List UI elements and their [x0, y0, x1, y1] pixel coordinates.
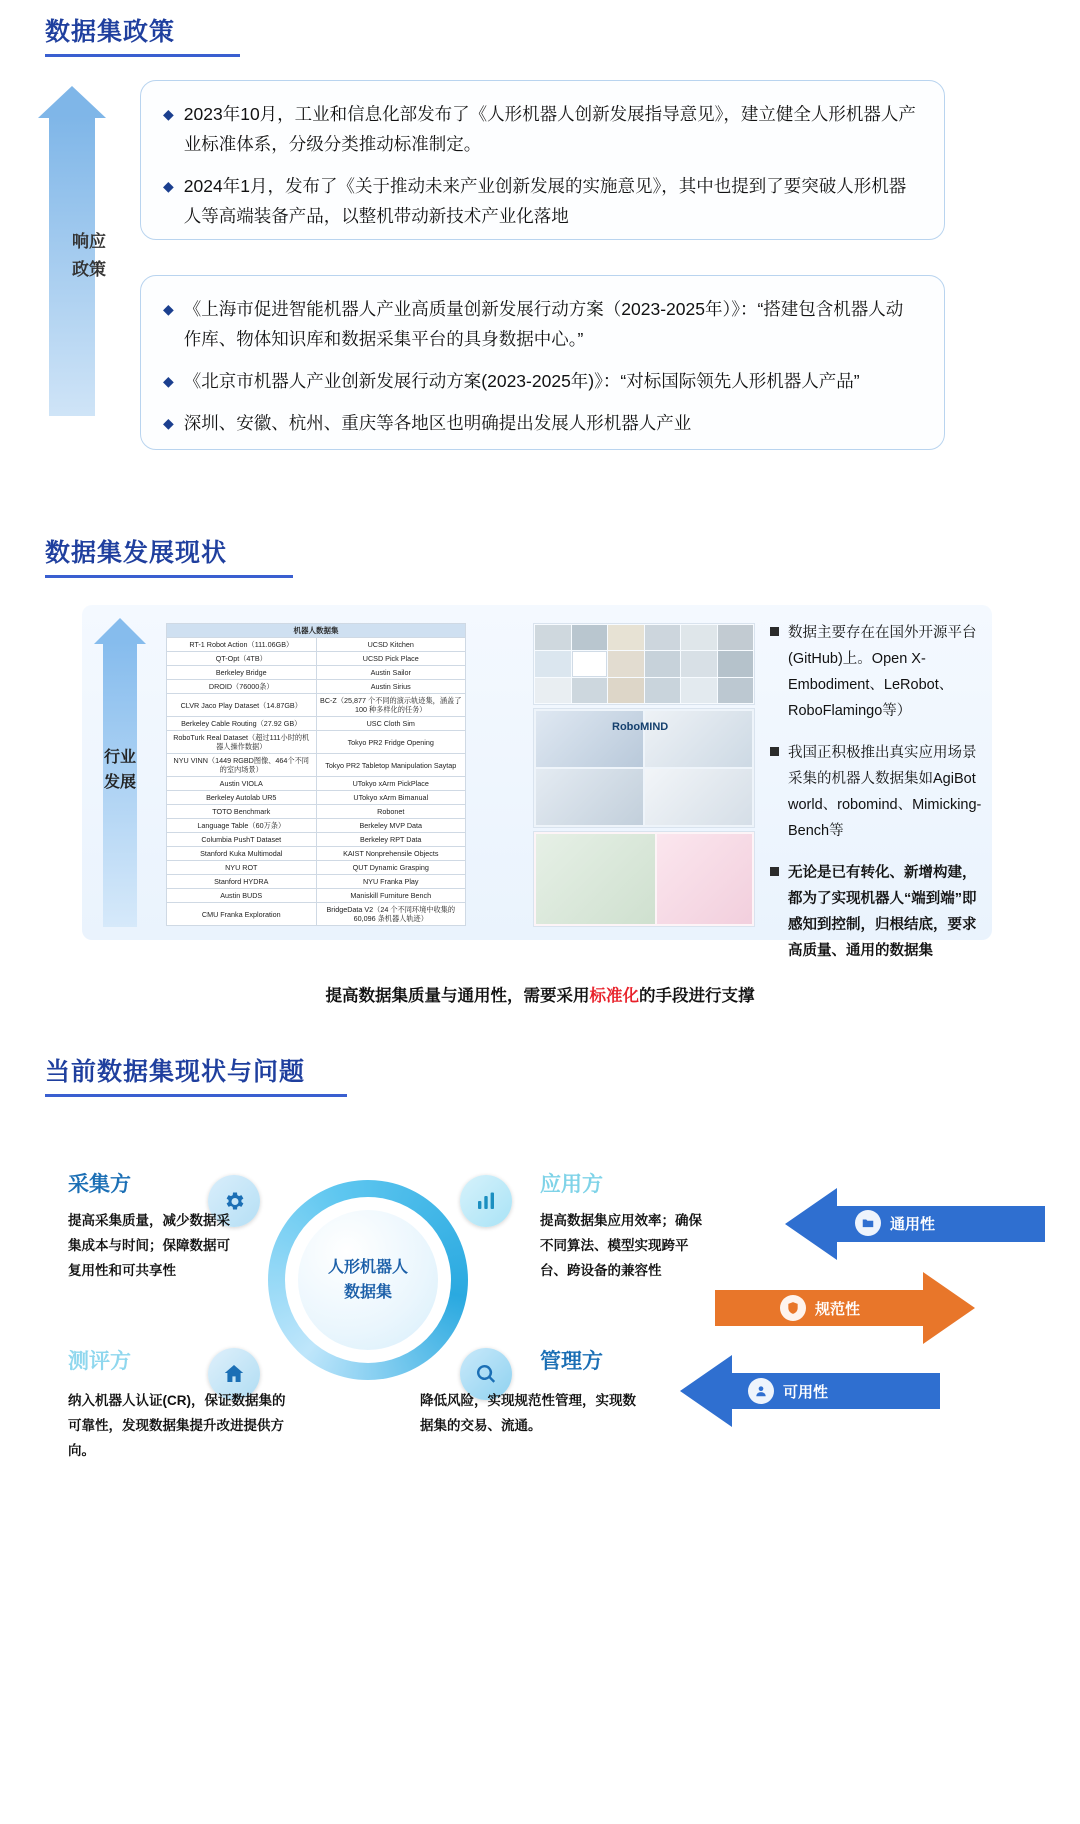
- table-row: Berkeley Bridge Austin Sailor: [167, 666, 466, 680]
- folder-icon: [861, 1216, 875, 1230]
- policy-card-national: [140, 80, 945, 240]
- list-item: [163, 366, 918, 396]
- list-item: [163, 294, 918, 354]
- table-row: NYU ROT QUT Dynamic Grasping: [167, 861, 466, 875]
- table-row: QT-Opt（4TB） UCSD Pick Place: [167, 652, 466, 666]
- role-title-management: 管理方: [540, 1350, 603, 1373]
- role-desc-evaluation: 纳入机器人认证(CR)，保证数据集的可靠性，发现数据集提升改进提供方向。: [68, 1393, 286, 1458]
- dataset-image-robomind: [533, 708, 755, 828]
- list-item: [163, 171, 918, 231]
- user-icon: [754, 1384, 768, 1398]
- node-application-icon-circle[interactable]: [460, 1175, 512, 1227]
- table-row: TOTO Benchmark Robonet: [167, 805, 466, 819]
- table-row: RoboTurk Real Dataset（超过111小时的机器人操作数据） Tokyo PR2 Fridge Opening: [167, 731, 466, 754]
- policy-arrow-label-line1: 响应: [72, 232, 106, 251]
- section-title-policy: [45, 12, 175, 48]
- folder-icon-circle: [855, 1210, 881, 1236]
- search-icon: [474, 1362, 498, 1386]
- policy-item-text: 《上海市促进智能机器人产业高质量创新发展行动方案（2023-2025年）》：“搭建包含机器人动作库、物体知识库和数据采集平台的具身数据中心。”: [183, 299, 904, 349]
- table-row: Columbia PushT Dataset Berkeley RPT Data: [167, 833, 466, 847]
- table-header-row: [167, 624, 466, 638]
- status-caption: [0, 982, 1080, 1006]
- table-row: NYU VINN（1449 RGBD图像、464个不同的室内场景） Tokyo PR2 Tabletop Manipulation Saytap: [167, 754, 466, 777]
- policy-item-text: 《北京市机器人产业创新发展行动方案(2023-2025年)》：“对标国际领先人形机器人产品”: [183, 371, 860, 391]
- role-title-collector: 采集方: [68, 1173, 131, 1196]
- list-item: [163, 99, 918, 159]
- diamond-bullet-icon: ◆: [163, 415, 174, 431]
- industry-arrow-label-line2: 发展: [103, 774, 136, 791]
- industry-arrow-head: [94, 618, 146, 644]
- table-row: Berkeley Autolab UR5 UTokyo xArm Bimanual: [167, 791, 466, 805]
- status-right-points: [770, 620, 988, 980]
- diamond-bullet-icon: ◆: [163, 106, 174, 122]
- diamond-bullet-icon: ◆: [163, 301, 174, 317]
- table-row: CLVR Jaco Play Dataset（14.87GB） BC-Z（25,877 个不同的演示轨迹集，涵盖了100 种多样化的任务）: [167, 694, 466, 717]
- section-title-status-text: 数据集发展现状: [45, 539, 228, 567]
- arrow-normalization-text: 规范性: [815, 1300, 861, 1318]
- role-desc-application: 提高数据集应用效率；确保不同算法、模型实现跨平台、跨设备的兼容性: [540, 1213, 702, 1278]
- table-row: Berkeley Cable Routing（27.92 GB） USC Cloth Sim: [167, 717, 466, 731]
- section-title-status: [45, 533, 227, 569]
- table-row: Austin VIOLA UTokyo xArm PickPlace: [167, 777, 466, 791]
- dataset-image-mimicking-bench: [533, 831, 755, 927]
- ring-center-label: [298, 1210, 438, 1350]
- table-row: RT-1 Robot Action（111.06GB） UCSD Kitchen: [167, 638, 466, 652]
- policy-card-local: [140, 275, 945, 450]
- table-row: Stanford Kuka Multimodal KAIST Nonprehensile Objects: [167, 847, 466, 861]
- policy-arrow-head: [38, 86, 106, 118]
- list-item: [770, 860, 988, 964]
- diamond-bullet-icon: ◆: [163, 178, 174, 194]
- dataset-image-open-x-embodiment: [533, 623, 755, 705]
- robomind-label: RoboMIND: [612, 721, 669, 733]
- ring-center-line2: 数据集: [343, 1284, 392, 1301]
- table-header-cell: 机器人数据集: [167, 624, 466, 638]
- dataset-table-body: [167, 624, 466, 926]
- role-title-application: 应用方: [540, 1173, 603, 1196]
- table-row: Language Table（60万条） Berkeley MVP Data: [167, 819, 466, 833]
- section-title-underline: [45, 575, 293, 578]
- status-point-text: 我国正积极推出真实应用场景采集的机器人数据集如AgiBot world、robomind、Mimicking-Bench等: [788, 745, 982, 839]
- industry-arrow-label-line1: 行业: [103, 749, 136, 766]
- role-desc-management: 降低风险，实现规范性管理，实现数据集的交易、流通。: [420, 1393, 636, 1433]
- section-title-underline: [45, 54, 240, 57]
- policy-arrow-label: [49, 228, 129, 284]
- home-icon: [222, 1362, 246, 1386]
- stakeholder-ring: [268, 1180, 468, 1380]
- section-title-policy-text: 数据集政策: [45, 18, 176, 46]
- industry-arrow-label: [85, 745, 155, 795]
- square-bullet-icon: [770, 867, 779, 876]
- policy-arrow-label-line2: 政策: [72, 260, 106, 279]
- table-row: DROID（76000条） Austin Sirius: [167, 680, 466, 694]
- section-title-issues: [45, 1052, 305, 1088]
- section-title-underline: [45, 1094, 347, 1097]
- status-point-text: 数据主要存在在国外开源平台(GitHub)上。Open X-Embodiment、LeRobot、RoboFlamingo等）: [788, 625, 977, 719]
- list-item: [163, 408, 918, 438]
- chart-icon: [474, 1189, 498, 1213]
- square-bullet-icon: [770, 627, 779, 636]
- status-point-text: 无论是已有转化、新增构建，都为了实现机器人“端到端”即感知到控制，归根结底，要求高质量、通用的数据集: [788, 865, 977, 959]
- user-icon-circle: [748, 1378, 774, 1404]
- table-row: Austin BUDS Maniskill Furniture Bench: [167, 889, 466, 903]
- role-desc-collector: 提高采集质量，减少数据采集成本与时间；保障数据可复用性和可共享性: [68, 1213, 230, 1278]
- list-item: [770, 620, 988, 724]
- status-caption-highlight: 标准化: [589, 987, 639, 1005]
- status-caption-post: 的手段进行支撑: [639, 987, 755, 1005]
- policy-item-text: 2023年10月，工业和信息化部发布了《人形机器人创新发展指导意见》，建立健全人形机器人产业标准体系，分级分类推动标准制定。: [183, 104, 916, 154]
- square-bullet-icon: [770, 747, 779, 756]
- arrow-normalization-label: [780, 1295, 860, 1321]
- status-caption-pre: 提高数据集质量与通用性，需要采用: [325, 987, 590, 1005]
- role-title-evaluation: 测评方: [68, 1350, 131, 1373]
- arrow-universality-text: 通用性: [890, 1215, 936, 1233]
- policy-item-text: 深圳、安徽、杭州、重庆等各地区也明确提出发展人形机器人产业: [183, 413, 692, 433]
- dataset-table: [166, 623, 466, 926]
- table-row: Stanford HYDRA NYU Franka Play: [167, 875, 466, 889]
- arrow-universality-label: [855, 1210, 935, 1236]
- shield-check-icon: [786, 1301, 800, 1315]
- shield-check-icon-circle: [780, 1295, 806, 1321]
- diamond-bullet-icon: ◆: [163, 373, 174, 389]
- section-title-issues-text: 当前数据集现状与问题: [45, 1058, 306, 1086]
- ring-center-line1: 人形机器人: [327, 1259, 408, 1276]
- arrow-availability-text: 可用性: [783, 1383, 829, 1401]
- table-row: CMU Franka Exploration BridgeData V2（24 个不同环境中收集的 60,096 条机器人轨迹）: [167, 903, 466, 926]
- arrow-availability-label: [748, 1378, 828, 1404]
- policy-item-text: 2024年1月，发布了《关于推动未来产业创新发展的实施意见》，其中也提到了要突破人形机器人等高端装备产品，以整机带动新技术产业化落地: [183, 176, 907, 226]
- list-item: [770, 740, 988, 844]
